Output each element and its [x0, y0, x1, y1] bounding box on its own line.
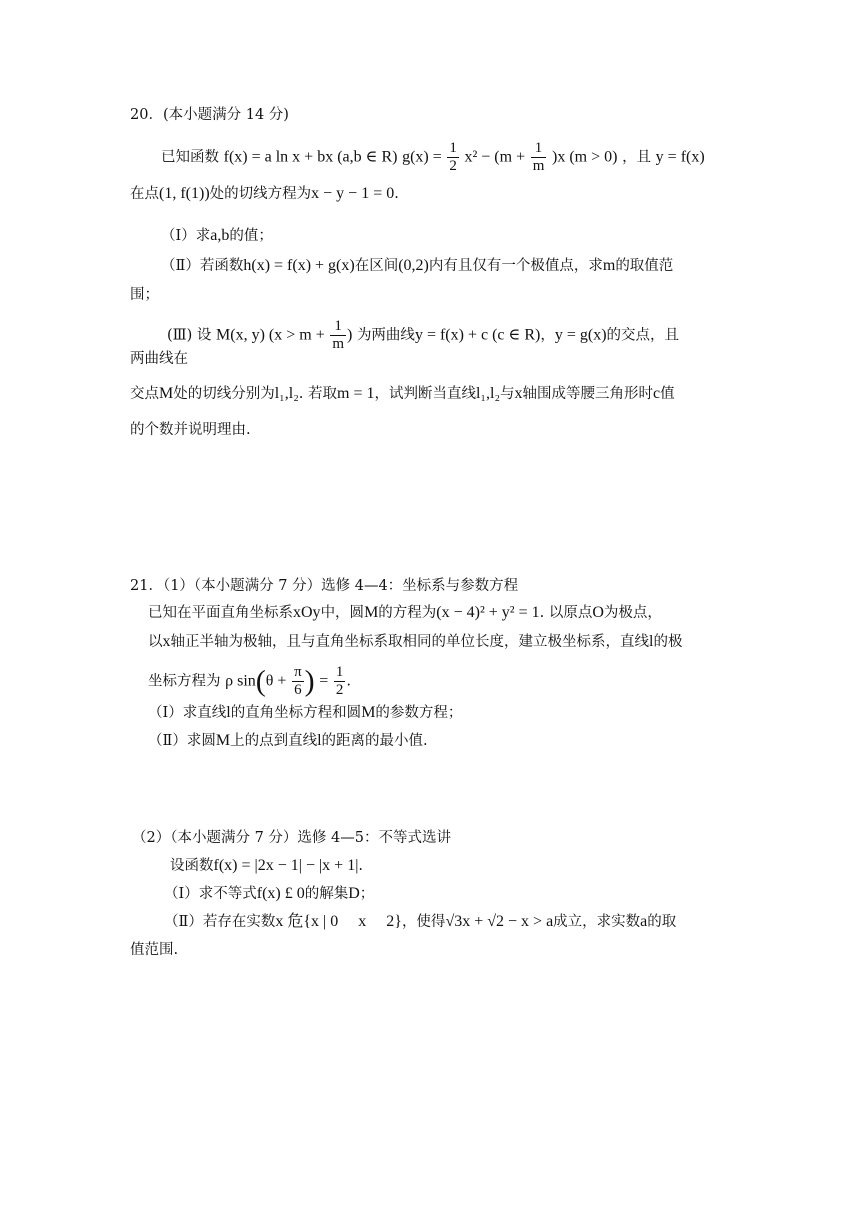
- q20-point: (1, f(1)): [159, 185, 210, 202]
- q21-frac-half: $\frac{1}{2}$: [335, 664, 344, 698]
- q20-g-lhs: g(x) =: [402, 148, 442, 166]
- q20-frac-half: $\frac{1}{2}$: [449, 140, 457, 174]
- q20-g-mid: x² − (m +: [464, 148, 526, 166]
- q21-header: 21．（1）（本小题满分 7 分）选修 4—4：坐标系与参数方程: [130, 578, 519, 594]
- q20-frac-m: $\frac{1}{m}$: [532, 140, 545, 174]
- q20-frac-p3: $\frac{1}{m}$: [332, 318, 344, 352]
- q20-line1: [161, 140, 705, 175]
- q20-f-def: f(x) = a ln x + bx (a,b ∈ R): [223, 148, 398, 166]
- q21b-header: （2）（本小题满分 7 分）选修 4—5：不等式选讲: [132, 830, 451, 846]
- q20-y: y = f(x): [655, 148, 705, 166]
- q20-part2-cont: 围；: [130, 287, 159, 303]
- q21b-part2: （Ⅱ）若存在实数x 危{x | 0 x 2}，使得√3x + √2 − x > a成立，求实数a的取: [164, 913, 677, 930]
- q21-frac-pi: $\frac{\pi}{6}$: [294, 664, 302, 698]
- q20-part3-line4: 的个数并说明理由.: [130, 422, 251, 438]
- q20-text: 已知函数: [161, 149, 219, 166]
- q21-part1: （Ⅰ）求直线l的直角坐标方程和圆M的参数方程；: [148, 704, 463, 721]
- q20-text: 在点: [130, 186, 159, 202]
- q20-tangent-eq: x − y − 1 = 0: [311, 185, 395, 202]
- q21b-part2-cont: 值范围.: [130, 942, 179, 958]
- q21-part2: （Ⅱ）求圆M上的点到直线l的距离的最小值.: [148, 732, 428, 749]
- q21b-part1: （Ⅰ）求不等式f(x) £ 0的解集D；: [164, 885, 375, 902]
- q21-line1: 已知在平面直角坐标系xOy中，圆M的方程为(x − 4)² + y² = 1. 以原点O为极点，: [148, 604, 662, 621]
- q21-line2: 以x轴正半轴为极轴，且与直角坐标系取相同的单位长度，建立极坐标系，直线l的极: [148, 633, 683, 650]
- q20-text: 处的切线方程为: [209, 186, 312, 202]
- q20-part3-cont: 两曲线在: [130, 351, 188, 367]
- q20-part3: (Ⅲ) 设 M(x, y) (x > m + $\frac{1}{m}$ ) 为两曲线y = f(x) + c (c ∈ R)，y = g(x)的交点，且: [167, 318, 680, 352]
- q21b-line1: 设函数f(x) = |2x − 1| − |x + 1|.: [170, 857, 363, 874]
- q20-text: .: [394, 186, 399, 202]
- q21-line3: 坐标方程为 ρ sin(θ + $\frac{\pi}{6}$ ) = $\frac{1}{2}$ .: [148, 664, 351, 698]
- q20-g-tail: )x (m > 0): [552, 148, 618, 166]
- q20-part3-line3: 交点M处的切线分别为l₁,l₂. 若取m = 1，试判断当直线l₁,l₂与x轴围成等腰三角形时c值: [130, 385, 675, 402]
- q20-text: ，且: [622, 149, 652, 166]
- q20-part2: （Ⅱ）若函数h(x) = f(x) + g(x)在区间(0,2)内有且仅有一个极值点，求m的取值范: [161, 257, 674, 274]
- q20-line2: [130, 184, 399, 204]
- q20-header: 20．(本小题满分 14 分): [130, 107, 289, 123]
- q20-part1: （Ⅰ）求a,b的值；: [161, 227, 273, 244]
